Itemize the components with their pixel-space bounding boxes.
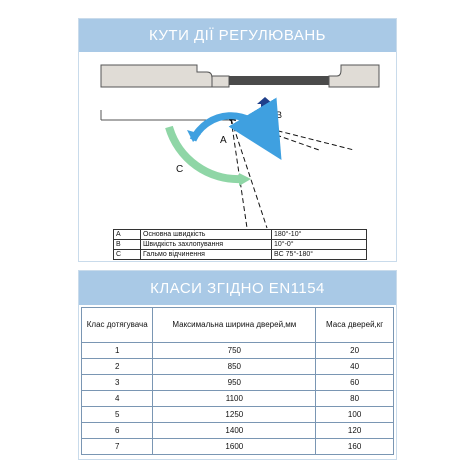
class-cell: 1 (82, 343, 153, 359)
label-a: A (220, 135, 227, 146)
mass-cell: 160 (316, 439, 394, 455)
angle-line-10 (231, 119, 319, 150)
legend-value: 10°-0° (272, 240, 367, 250)
classes-table (81, 307, 394, 455)
mass-cell: 120 (316, 423, 394, 439)
class-cell: 2 (82, 359, 153, 375)
table-row (82, 439, 394, 455)
frame-stop-left (212, 76, 229, 87)
table-row (82, 391, 394, 407)
legend-name: Гальмо відчинення (141, 250, 272, 260)
table-row (82, 375, 394, 391)
legend-key: A (114, 230, 141, 240)
angles-title: КУТИ ДІЇ РЕГУЛЮВАНЬ (79, 19, 396, 52)
table-row (82, 423, 394, 439)
mass-cell: 80 (316, 391, 394, 407)
legend-row (114, 240, 367, 250)
angles-legend-table (113, 229, 367, 260)
en1154-classes-panel (78, 270, 397, 460)
classes-title: КЛАСИ ЗГІДНО EN1154 (79, 271, 396, 305)
wall-right (329, 65, 379, 87)
width-cell: 750 (153, 343, 316, 359)
door-closer-diagram (79, 52, 396, 230)
width-cell: 1400 (153, 423, 316, 439)
legend-key: C (114, 250, 141, 260)
class-cell: 4 (82, 391, 153, 407)
legend-value: BC 75°-180° (272, 250, 367, 260)
width-cell: 850 (153, 359, 316, 375)
width-cell: 1100 (153, 391, 316, 407)
header-max-width: Максимальна ширина дверей,мм (153, 308, 316, 343)
door-leaf (229, 76, 339, 85)
mass-cell: 100 (316, 407, 394, 423)
legend-row (114, 250, 367, 260)
width-cell: 1250 (153, 407, 316, 423)
width-cell: 1600 (153, 439, 316, 455)
class-cell: 5 (82, 407, 153, 423)
class-cell: 3 (82, 375, 153, 391)
table-row (82, 359, 394, 375)
class-cell: 6 (82, 423, 153, 439)
label-c: C (176, 164, 184, 175)
width-cell: 950 (153, 375, 316, 391)
mass-cell: 20 (316, 343, 394, 359)
wall-left (101, 65, 212, 87)
legend-name: Швидкість захлопування (141, 240, 272, 250)
arrow-b (257, 97, 273, 119)
header-mass: Маса дверей,кг (316, 308, 394, 343)
mass-cell: 40 (316, 359, 394, 375)
label-b: B (276, 110, 283, 120)
table-row (82, 407, 394, 423)
header-class: Клас дотягувача (82, 308, 153, 343)
legend-value: 180°-10° (272, 230, 367, 240)
mass-cell: 60 (316, 375, 394, 391)
adjustment-angles-panel (78, 18, 397, 262)
legend-key: B (114, 240, 141, 250)
legend-name: Основна швидкість (141, 230, 272, 240)
legend-row (114, 230, 367, 240)
table-row (82, 343, 394, 359)
angle-line-90 (231, 119, 267, 228)
class-cell: 7 (82, 439, 153, 455)
